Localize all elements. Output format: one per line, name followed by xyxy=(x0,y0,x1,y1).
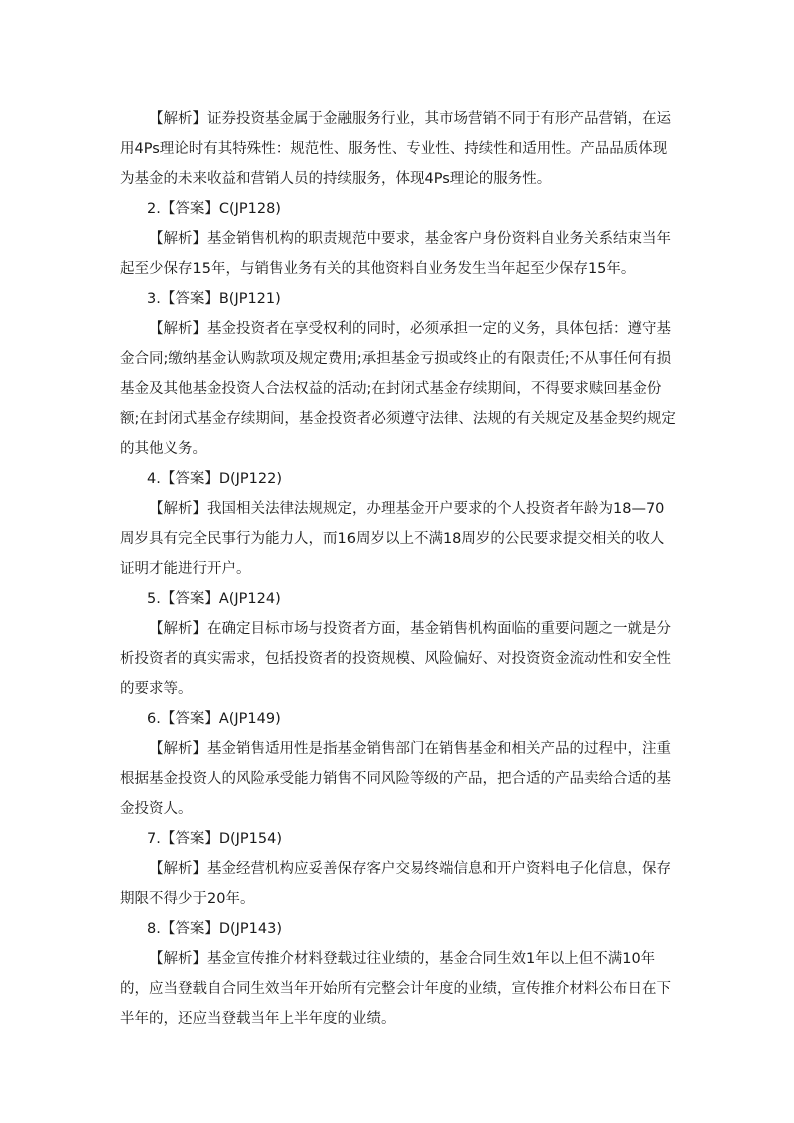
analysis-paragraph: 【解析】基金销售适用性是指基金销售部门在销售基金和相关产品的过程中，注重根据基金投资人的风险承受能力销售不同风险等级的产品，把合适的产品卖给合适的基金投资人。 xyxy=(120,741,671,817)
document-body xyxy=(120,104,676,1034)
analysis-paragraph: 【解析】证券投资基金属于金融服务行业，其市场营销不同于有形产品营销，在运用4Ps理论时有其特殊性：规范性、服务性、专业性、持续性和适用性。产品品质体现为基金的未来收益和营销人员的持续服务，体现4Ps理论的服务性。 xyxy=(120,111,671,187)
analysis-paragraph: 【解析】基金投资者在享受权利的同时，必须承担一定的义务，具体包括：遵守基金合同;缴纳基金认购款项及规定费用;承担基金亏损或终止的有限责任;不从事任何有损基金及其他基金投资人合法权益的活动;在封闭式基金存续期间，不得要求赎回基金份额;在封闭式基金存续期间，基金投资者必须遵守法律、法规的有关规定及基金契约规定的其他义务。 xyxy=(120,321,676,457)
answer-line: 3.【答案】B(JP121) xyxy=(147,291,281,307)
analysis-paragraph: 【解析】基金宣传推介材料登载过往业绩的，基金合同生效1年以上但不满10年的，应当登载自合同生效当年开始所有完整会计年度的业绩，宣传推介材料公布日在下半年的，还应当登载当年上半年度的业绩。 xyxy=(120,951,671,1027)
analysis-paragraph: 【解析】在确定目标市场与投资者方面，基金销售机构面临的重要问题之一就是分析投资者的真实需求，包括投资者的投资规模、风险偏好、对投资资金流动性和安全性的要求等。 xyxy=(120,621,671,697)
answer-line: 2.【答案】C(JP128) xyxy=(147,201,281,217)
answer-line: 4.【答案】D(JP122) xyxy=(147,471,283,487)
answer-line: 5.【答案】A(JP124) xyxy=(147,591,281,607)
answer-line: 7.【答案】D(JP154) xyxy=(147,831,283,847)
answer-line: 8.【答案】D(JP143) xyxy=(147,921,283,937)
analysis-paragraph: 【解析】基金经营机构应妥善保存客户交易终端信息和开户资料电子化信息，保存期限不得少于20年。 xyxy=(120,861,671,907)
answer-line: 6.【答案】A(JP149) xyxy=(147,711,281,727)
analysis-paragraph: 【解析】我国相关法律法规规定，办理基金开户要求的个人投资者年龄为18—70周岁具有完全民事行为能力人，而16周岁以上不满18周岁的公民要求提交相关的收人证明才能进行开户。 xyxy=(120,501,665,577)
analysis-paragraph: 【解析】基金销售机构的职责规范中要求，基金客户身份资料自业务关系结束当年起至少保存15年，与销售业务有关的其他资料自业务发生当年起至少保存15年。 xyxy=(120,231,671,277)
